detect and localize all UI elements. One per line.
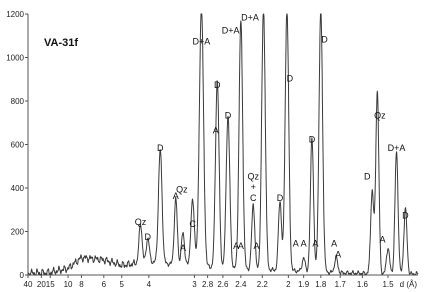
x-tick-label: 10: [63, 280, 73, 289]
x-tick-label: 2.4: [235, 280, 247, 289]
peak-phase-label: D+A: [192, 36, 211, 47]
x-tick-label: 15: [45, 280, 55, 289]
y-tick-label: 200: [10, 227, 24, 237]
x-tick-label: 20: [36, 280, 46, 289]
peak-phase-label: D: [224, 110, 232, 121]
peak-phase-label: A: [300, 238, 307, 249]
peak-phase-label: D+A: [221, 25, 240, 36]
peak-phase-label: A: [212, 125, 219, 136]
x-tick-label: 40: [23, 280, 33, 289]
x-tick-label: 2: [286, 280, 291, 289]
peak-phase-label: C: [189, 219, 196, 230]
peak-phase-label: A: [331, 238, 338, 249]
peak-phase-label: +: [250, 182, 256, 193]
peak-phase-label: A: [237, 240, 244, 251]
x-tick-label: 3: [192, 280, 197, 289]
sample-label: VA-31f: [44, 37, 79, 49]
peak-phase-label: D: [144, 232, 152, 243]
y-tick-label: 400: [10, 184, 24, 193]
x-tick-label: 2.8: [202, 280, 214, 289]
peak-phase-label: A: [312, 238, 319, 249]
peak-phase-label: A: [172, 190, 179, 201]
x-tick-label: 5: [119, 280, 124, 289]
peak-phase-label: A: [292, 238, 299, 249]
y-tick-label: 1000: [6, 53, 24, 63]
peak-phase-label: D: [286, 73, 294, 84]
peak-phase-label: Qz: [176, 184, 188, 195]
peak-phase-label: Qz: [247, 171, 260, 182]
y-tick-label: 800: [10, 97, 24, 106]
y-tick-label: 0: [19, 271, 24, 280]
peak-phase-label: A: [179, 243, 186, 254]
peak-phase-label: A: [253, 240, 260, 251]
x-tick-label: 2.2: [256, 280, 268, 289]
x-tick-label: 1.9: [298, 280, 310, 289]
y-tick-label: 1200: [6, 10, 24, 19]
x-tick-label: 8: [79, 280, 84, 289]
peak-phase-label: D+A: [387, 143, 406, 154]
peak-phase-label: A: [379, 234, 386, 245]
peak-phase-label: D: [214, 79, 221, 90]
x-tick-label: 2.6: [217, 280, 229, 289]
peak-phase-label: A: [233, 240, 240, 251]
x-axis-unit-label: d (Å): [399, 280, 417, 289]
xrd-pattern-line: [28, 14, 418, 275]
x-tick-label: 1.6: [356, 280, 368, 289]
y-tick-label: 600: [10, 140, 24, 150]
peak-phase-label: D: [363, 171, 371, 182]
peak-phase-label: D: [157, 143, 164, 154]
peak-phase-label: D: [321, 34, 328, 45]
x-tick-label: 4: [146, 280, 152, 289]
peak-phase-label: D: [276, 193, 284, 204]
peak-phase-label: A: [335, 249, 342, 260]
peak-phase-label: D: [402, 210, 409, 221]
x-tick-label: 1.8: [315, 280, 327, 289]
peak-phase-label: C: [249, 193, 257, 204]
peak-phase-label: D+A: [241, 12, 259, 23]
x-tick-label: 6: [101, 280, 107, 289]
x-tick-label: 1.7: [334, 280, 346, 289]
peak-phase-label: D: [308, 134, 316, 145]
peak-phase-label: Qz: [374, 110, 386, 121]
x-tick-label: 1.5: [382, 280, 394, 289]
peak-phase-label: Qz: [134, 216, 147, 227]
